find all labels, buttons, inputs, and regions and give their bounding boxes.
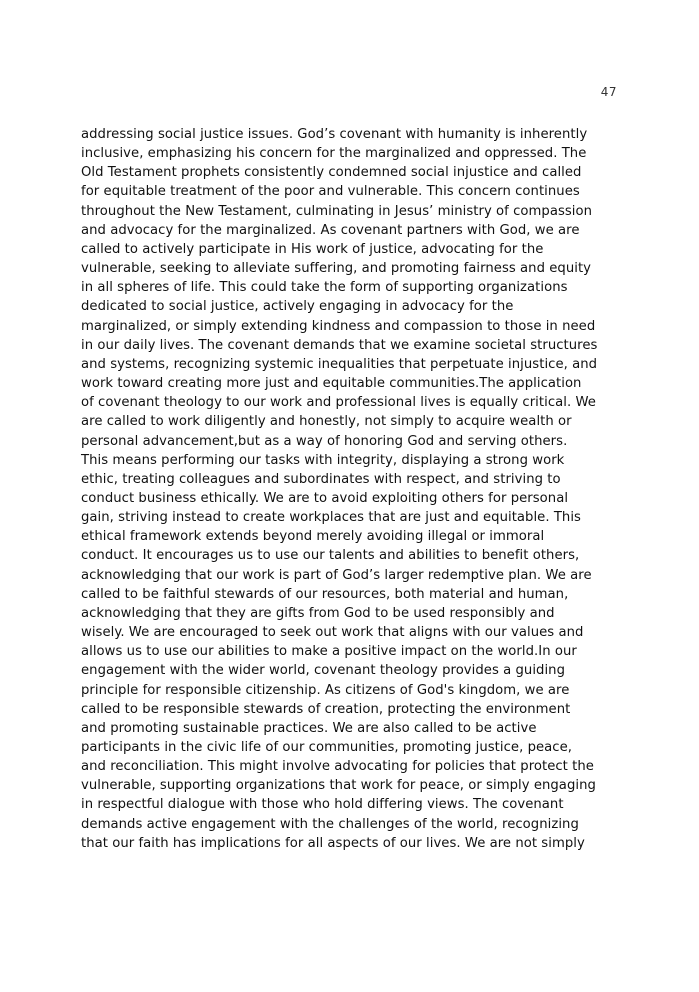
text-line: principle for responsible citizenship. As citizens of God's kingdom, we are [81,682,570,698]
text-line: are called to work diligently and honestly, not simply to acquire wealth or [81,414,572,430]
text-line: dedicated to social justice, actively engaging in advocacy for the [81,299,514,315]
text-line: acknowledging that our work is part of God’s larger redemptive plan. We are [81,567,592,583]
page-number: 47 [600,85,617,99]
text-line: vulnerable, seeking to alleviate suffering, and promoting fairness and equity [81,261,592,277]
text-line: ethic, treating colleagues and subordinates with respect, and striving to [81,471,561,487]
body-text [81,125,626,853]
text-line: This means performing our tasks with integrity, displaying a strong work [81,452,565,468]
text-line: wisely. We are encouraged to seek out work that aligns with our values and [81,625,584,641]
text-line: in our daily lives. The covenant demands that we examine societal structures [81,337,598,353]
text-line: demands active engagement with the challenges of the world, recognizing [81,816,579,832]
text-line: personal advancement,but as a way of honoring God and serving others. [81,433,568,449]
text-line: acknowledging that they are gifts from God to be used responsibly and [81,605,555,621]
text-line: for equitable treatment of the poor and vulnerable. This concern continues [81,184,580,200]
text-line: marginalized, or simply extending kindness and compassion to those in need [81,318,596,334]
text-line: and advocacy for the marginalized. As covenant partners with God, we are [81,222,580,238]
text-line: of covenant theology to our work and professional lives is equally critical. We [81,395,596,411]
text-line: Old Testament prophets consistently condemned social injustice and called [81,165,582,181]
text-line: and systems, recognizing systemic inequalities that perpetuate injustice, and [81,356,598,372]
text-line: work toward creating more just and equitable communities.The application [81,376,582,392]
text-line: vulnerable, supporting organizations that work for peace, or simply engaging [81,778,596,794]
text-line: and promoting sustainable practices. We are also called to be active [81,720,537,736]
text-line: conduct. It encourages us to use our talents and abilities to benefit others, [81,548,580,564]
text-line: engagement with the wider world, covenant theology provides a guiding [81,663,566,679]
text-line: in all spheres of life. This could take the form of supporting organizations [81,280,568,296]
text-line: throughout the New Testament, culminating in Jesus’ ministry of compassion [81,203,593,219]
text-line: ethical framework extends beyond merely avoiding illegal or immoral [81,529,545,545]
text-line: called to be responsible stewards of creation, protecting the environment [81,701,571,717]
text-line: inclusive, emphasizing his concern for the marginalized and oppressed. The [81,146,587,162]
text-line: allows us to use our abilities to make a positive impact on the world.In our [81,644,577,660]
text-line: addressing social justice issues. God’s covenant with humanity is inherently [81,127,588,142]
text-line: participants in the civic life of our communities, promoting justice, peace, [81,740,572,755]
text-line: that our faith has implications for all aspects of our lives. We are not simply [81,835,585,851]
text-line: called to be faithful stewards of our resources, both material and human, [81,586,569,602]
text-line: conduct business ethically. We are to avoid exploiting others for personal [81,490,569,506]
text-line: and reconciliation. This might involve advocating for policies that protect the [81,759,594,775]
text-line: called to actively participate in His work of justice, advocating for the [81,241,544,257]
text-line: in respectful dialogue with those who hold differing views. The covenant [81,797,564,813]
text-line: gain, striving instead to create workplaces that are just and equitable. This [81,510,581,526]
